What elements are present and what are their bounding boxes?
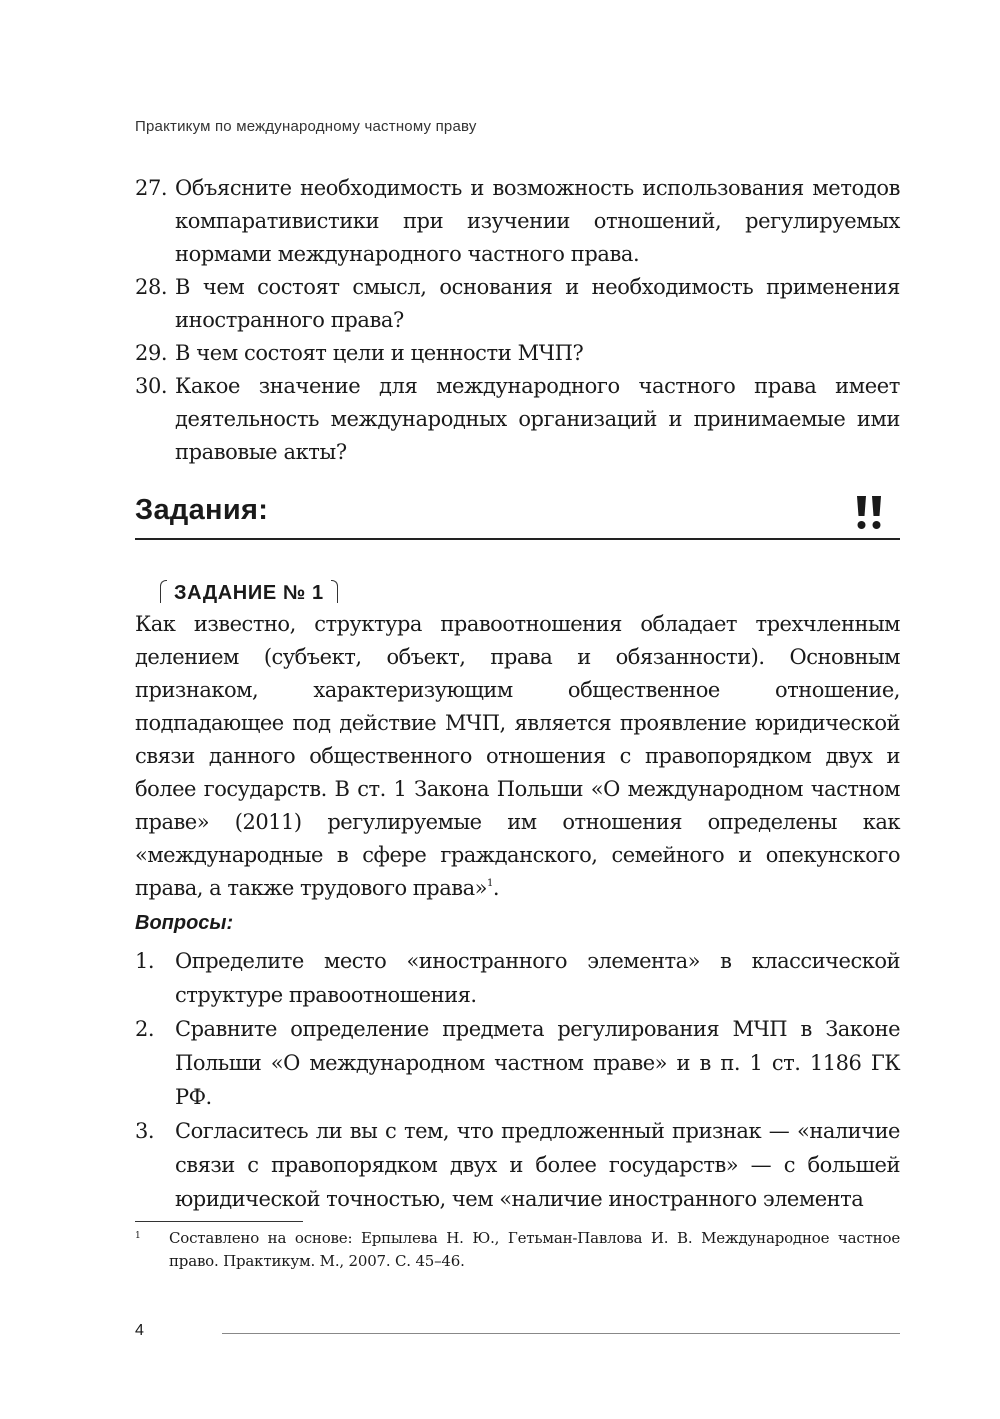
list-item — [135, 1114, 900, 1216]
running-header: Практикум по международному частному праву — [135, 118, 477, 135]
item-number: 1. — [135, 949, 155, 973]
list-item — [135, 172, 900, 271]
section-title: Задания: — [135, 494, 269, 526]
questions-list — [135, 172, 900, 469]
list-item — [135, 370, 900, 469]
task-end: . — [492, 876, 500, 900]
item-text: Согласитесь ли вы с тем, что предложенный признак — «наличие связи с правопорядком двух и более государств» — с большей юридической точностью, чем «наличие иностранного элемента — [175, 1119, 900, 1211]
questions-subheading: Вопросы: — [135, 912, 234, 934]
item-text: В чем состоят цели и ценности МЧП? — [175, 341, 584, 365]
task-text — [135, 608, 900, 905]
list-item — [135, 944, 900, 1012]
item-text: Определите место «иностранного элемента» в классической структуре правоотношения. — [175, 949, 900, 1007]
task-questions-list — [135, 944, 900, 1216]
footnote-reference[interactable]: 1 — [486, 878, 493, 889]
footnote — [135, 1227, 900, 1273]
item-text: Сравните определение предмета регулирования МЧП в Законе Польши «О международном частном праве» и в п. 1 ст. 1186 ГК РФ. — [175, 1017, 900, 1109]
footnote-text: Составлено на основе: Ерпылева Н. Ю., Гетьман-Павлова И. В. Международное частное право. Практикум. М., 2007. С. 45–46. — [169, 1229, 900, 1270]
list-item — [135, 337, 900, 370]
double-exclamation-icon — [854, 496, 884, 530]
item-number: 30. — [135, 374, 168, 398]
footer-divider — [222, 1333, 900, 1334]
item-number: 28. — [135, 275, 168, 299]
list-item — [135, 271, 900, 337]
item-number: 29. — [135, 341, 168, 365]
item-number: 3. — [135, 1119, 155, 1143]
page-number: 4 — [135, 1322, 144, 1339]
task-body: Как известно, структура правоотношения обладает трехчленным делением (субъект, объект, права и обязанности). Основным признаком, характеризующим общественное отношение, подпадающее под действие МЧП, является проявление юридической связи данного общественного отношения с правопорядком двух и более государств. В ст. 1 Закона Польши «О международном частном праве» (2011) регулируемые им отношения определены как «международные в сфере гражданского, семейного и опекунского права, а также трудового права» — [135, 612, 900, 900]
footnote-divider — [135, 1221, 303, 1222]
item-text: В чем состоят смысл, основания и необходимость применения иностранного права? — [175, 275, 900, 332]
item-text: Объясните необходимость и возможность использования методов компаративистики при изучении отношений, регулируемых нормами международного частного права. — [175, 176, 900, 266]
section-header — [135, 490, 900, 540]
item-number: 27. — [135, 176, 168, 200]
item-text: Какое значение для международного частного права имеет деятельность международных организаций и принимаемые ими правовые акты? — [175, 374, 900, 464]
list-item — [135, 1012, 900, 1114]
item-number: 2. — [135, 1017, 155, 1041]
footnote-number: 1 — [135, 1231, 141, 1241]
task-label: ЗАДАНИЕ № 1 — [160, 576, 338, 606]
